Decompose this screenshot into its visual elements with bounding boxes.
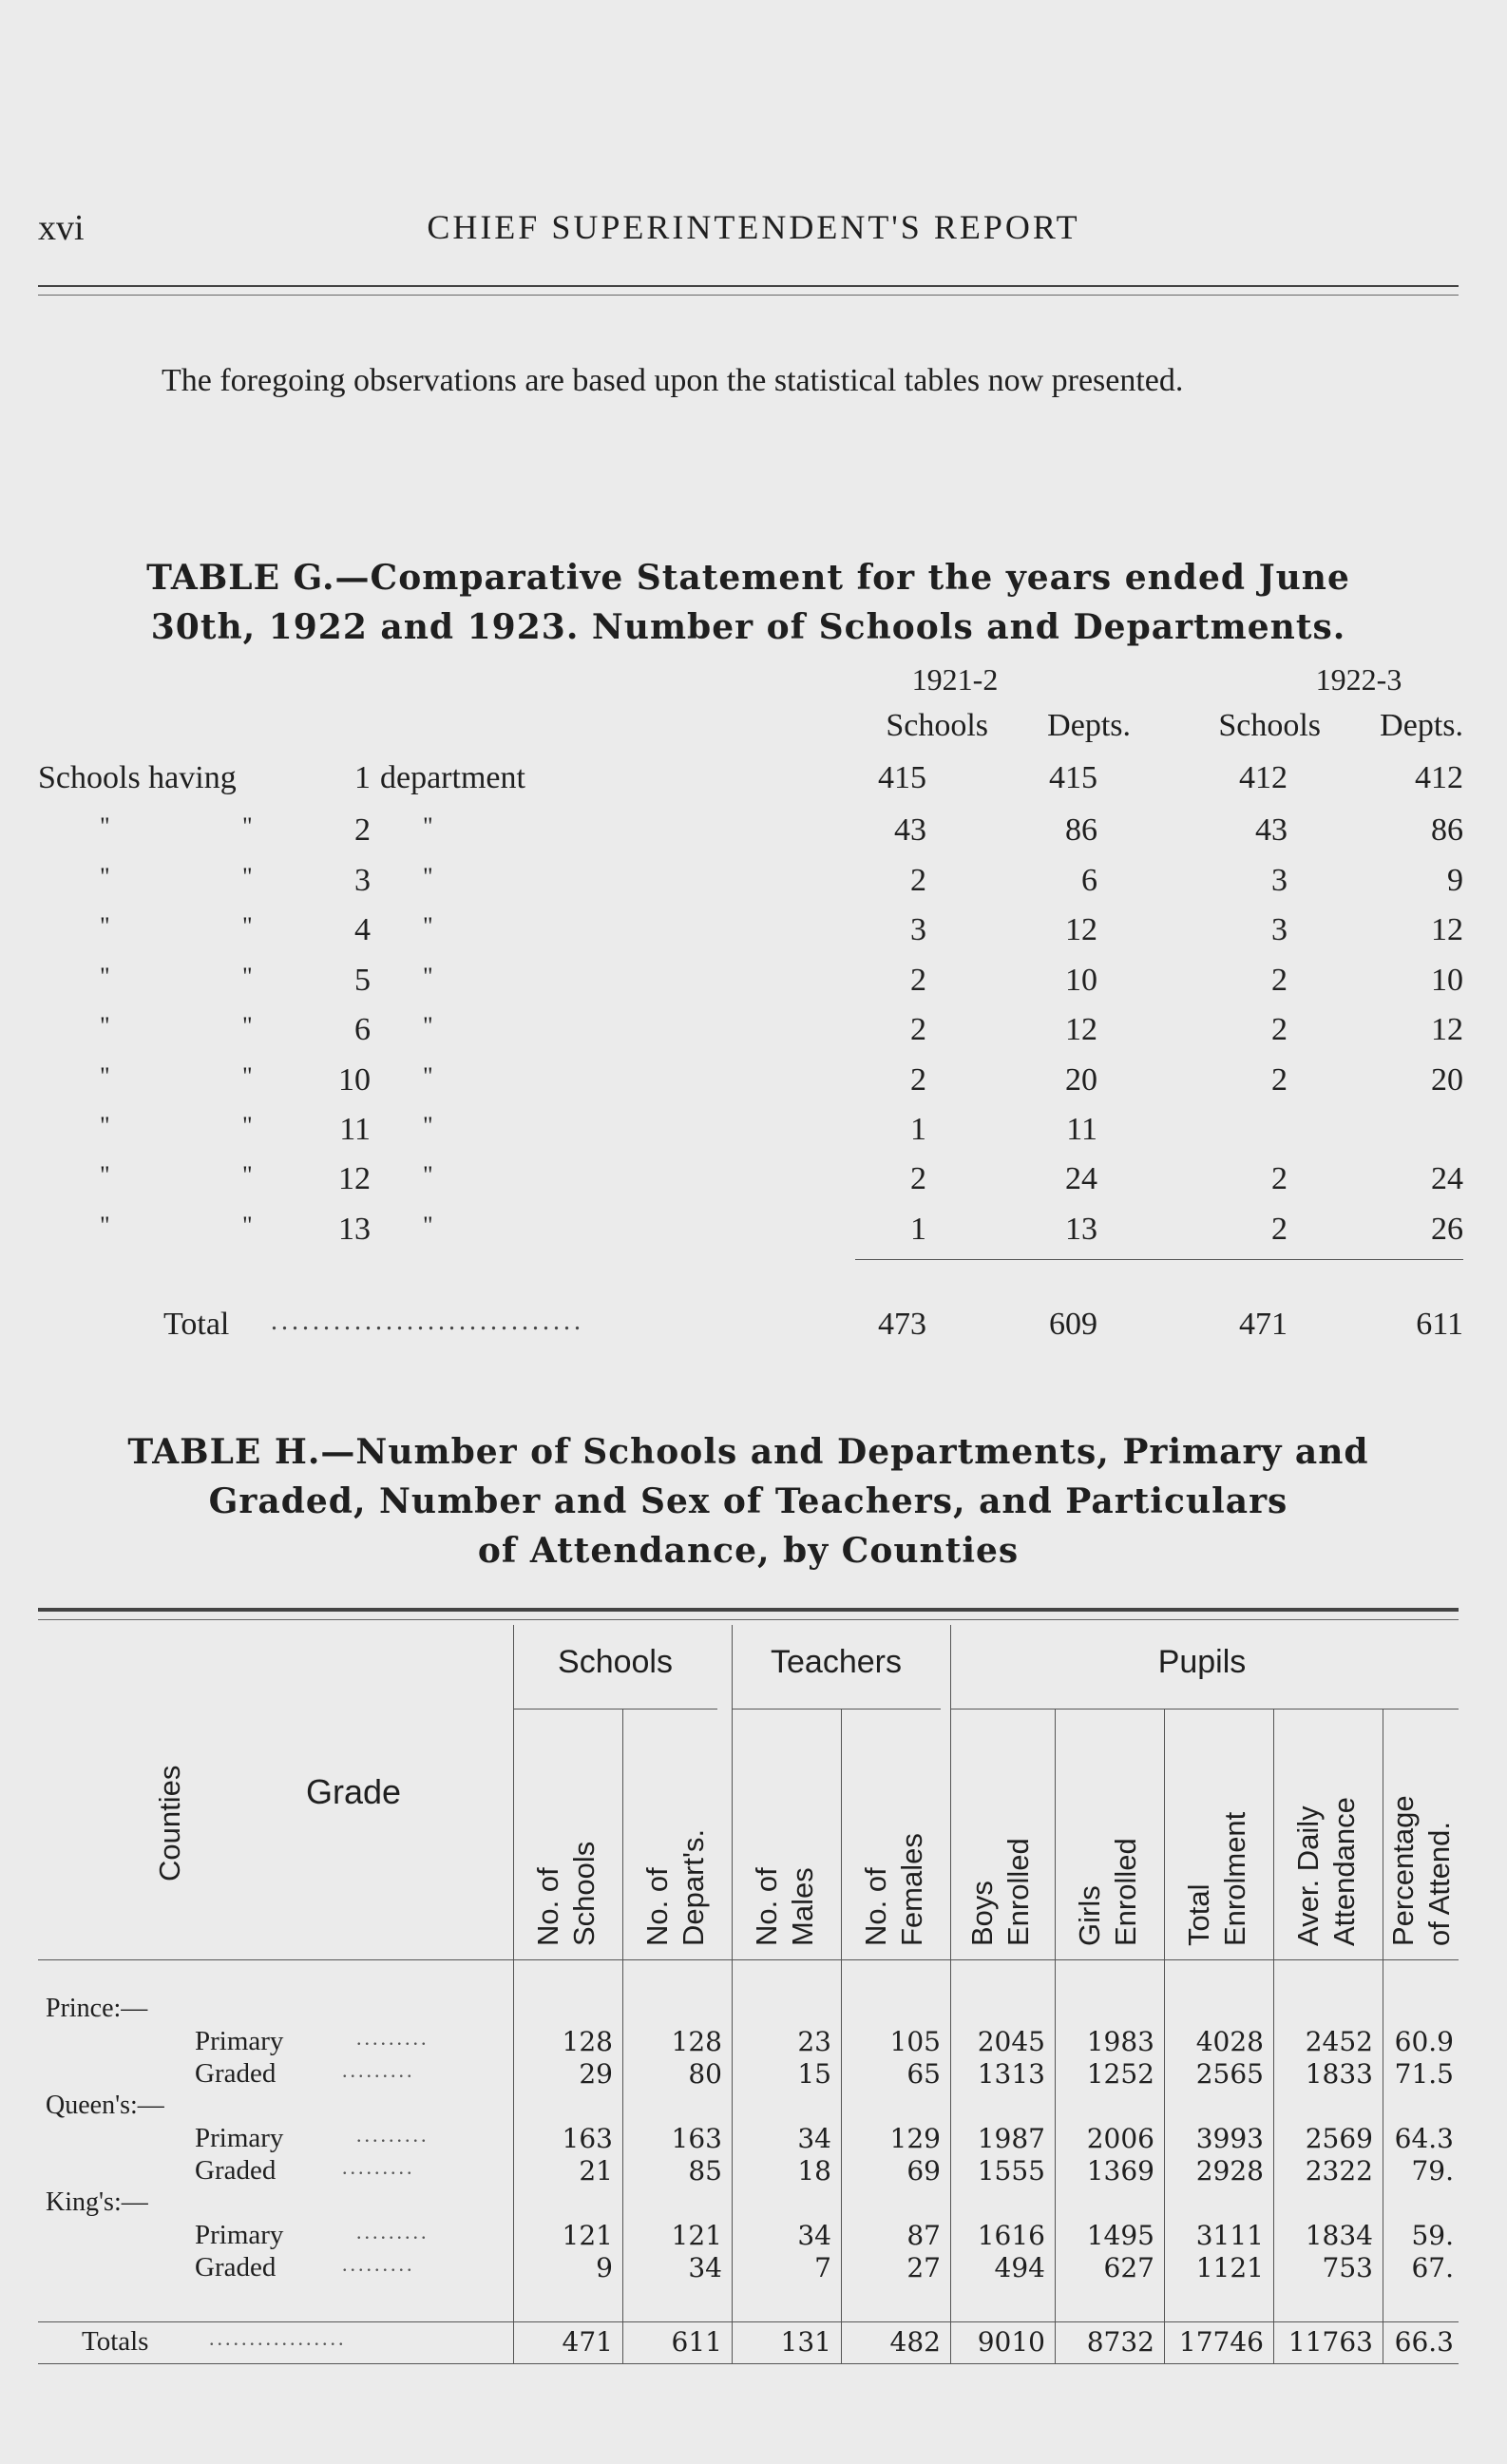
table-h-group-rule-teachers bbox=[732, 1709, 941, 1710]
ditto-mark: " bbox=[242, 1012, 253, 1040]
table-h-header-rule bbox=[38, 1959, 1459, 1960]
schools-1922: 2 bbox=[1271, 1012, 1288, 1047]
cell-value: 1983 bbox=[1086, 2026, 1154, 2057]
depts-1922: 86 bbox=[1431, 812, 1463, 848]
ditto-mark: " bbox=[423, 963, 433, 990]
depts-1922: 24 bbox=[1431, 1161, 1463, 1196]
cell-value: 753 bbox=[1322, 2252, 1373, 2283]
cell-value: 1987 bbox=[977, 2123, 1045, 2154]
cell-value: 67. bbox=[1411, 2252, 1454, 2283]
ditto-mark: " bbox=[242, 1062, 253, 1090]
table-h-title-line3: of Attendance, by Counties bbox=[477, 1531, 1020, 1571]
table-row bbox=[0, 2123, 1507, 2157]
column-header bbox=[1183, 1718, 1255, 1946]
table-row bbox=[0, 2155, 1507, 2189]
totals-value: 8732 bbox=[1086, 2326, 1154, 2358]
grade-label: Graded bbox=[195, 2058, 277, 2089]
table-h-title-line2: Graded, Number and Sex of Teachers, and Particulars bbox=[208, 1481, 1288, 1521]
schools-1921: 2 bbox=[910, 1062, 926, 1098]
cell-value: 1834 bbox=[1305, 2220, 1373, 2251]
cell-value: 2322 bbox=[1305, 2155, 1373, 2187]
ditto-mark: " bbox=[423, 1212, 433, 1239]
ditto-mark: " bbox=[100, 863, 110, 890]
depts-1921: 13 bbox=[1065, 1212, 1097, 1247]
cell-value: 21 bbox=[579, 2155, 613, 2187]
depts-1921: 12 bbox=[1065, 912, 1097, 947]
ditto-mark: " bbox=[423, 1112, 433, 1139]
depts-1921: 6 bbox=[1081, 863, 1097, 898]
column-header-line: Females bbox=[894, 1833, 928, 1946]
depts-1922: 9 bbox=[1447, 863, 1463, 898]
dept-count: 6 bbox=[354, 1012, 371, 1047]
table-h-totals-rule-bottom bbox=[38, 2363, 1459, 2364]
cell-value: 80 bbox=[688, 2058, 722, 2090]
column-header bbox=[1292, 1718, 1364, 1946]
depts-1921: 415 bbox=[1049, 760, 1097, 795]
table-g-title-line1: TABLE G.—Comparative Statement for the years ended June bbox=[146, 558, 1350, 598]
grade-label: Graded bbox=[195, 2155, 277, 2186]
column-header-line: Schools bbox=[566, 1841, 601, 1946]
table-g-col-depts-2: Depts. bbox=[1380, 708, 1463, 743]
schools-1921: 2 bbox=[910, 863, 926, 898]
cell-value: 627 bbox=[1103, 2252, 1154, 2283]
cell-value: 121 bbox=[671, 2220, 722, 2251]
table-h-totals-rule-top bbox=[38, 2321, 1459, 2322]
totals-label: Totals bbox=[82, 2326, 149, 2357]
column-header-line: Depart's. bbox=[676, 1828, 710, 1946]
dept-count: 13 bbox=[338, 1212, 371, 1247]
column-header-line: No. of bbox=[858, 1867, 892, 1946]
ditto-mark: " bbox=[423, 1161, 433, 1189]
totals-value: 17746 bbox=[1178, 2326, 1264, 2358]
depts-1921: 20 bbox=[1065, 1062, 1097, 1098]
totals-row bbox=[0, 2326, 1507, 2360]
column-header bbox=[966, 1718, 1039, 1946]
ditto-mark: " bbox=[423, 812, 433, 840]
column-header-line: Boys bbox=[965, 1881, 999, 1946]
totals-value: 611 bbox=[671, 2326, 722, 2358]
schools-1922: 3 bbox=[1271, 863, 1288, 898]
column-header-line: Enrolment bbox=[1217, 1811, 1251, 1946]
cell-value: 2565 bbox=[1195, 2058, 1264, 2090]
cell-value: 18 bbox=[797, 2155, 831, 2187]
cell-value: 1555 bbox=[977, 2155, 1045, 2187]
dept-count: 11 bbox=[339, 1112, 371, 1147]
column-header bbox=[1074, 1718, 1146, 1946]
dept-count: 2 bbox=[354, 812, 371, 848]
column-header bbox=[1387, 1718, 1459, 1946]
table-h-group-rule-schools bbox=[513, 1709, 717, 1710]
column-header bbox=[860, 1718, 932, 1946]
table-h-group-teachers: Teachers bbox=[771, 1644, 902, 1680]
totals-value: 11763 bbox=[1288, 2326, 1373, 2358]
leader-dots: ......... bbox=[342, 2252, 415, 2276]
schools-1921: 1 bbox=[910, 1112, 926, 1147]
cell-value: 65 bbox=[906, 2058, 941, 2090]
ditto-mark: " bbox=[423, 863, 433, 890]
column-header-line: Girls bbox=[1072, 1885, 1106, 1946]
ditto-mark: " bbox=[242, 863, 253, 890]
totals-value: 66.3 bbox=[1394, 2326, 1454, 2358]
depts-1922: 12 bbox=[1431, 1012, 1463, 1047]
table-h-title-line1: TABLE H.—Number of Schools and Departments, Primary and bbox=[127, 1432, 1369, 1472]
table-g-row bbox=[0, 912, 1507, 960]
depts-1921: 11 bbox=[1066, 1112, 1097, 1147]
table-g-col-schools-1: Schools bbox=[886, 708, 988, 743]
column-header bbox=[641, 1718, 714, 1946]
ditto-mark: " bbox=[100, 1212, 110, 1239]
depts-1922: 12 bbox=[1431, 912, 1463, 947]
dept-count: 12 bbox=[338, 1161, 371, 1196]
schools-1922: 2 bbox=[1271, 1212, 1288, 1247]
county-name: King's:— bbox=[46, 2187, 148, 2217]
leader-dots: ................. bbox=[209, 2326, 347, 2350]
column-header-line: No. of bbox=[530, 1867, 564, 1946]
column-header-line: of Attend. bbox=[1421, 1822, 1456, 1946]
column-header-line: No. of bbox=[749, 1867, 783, 1946]
column-header-line: Enrolled bbox=[1001, 1838, 1035, 1946]
county-row bbox=[0, 2091, 1507, 2125]
schools-1921: 415 bbox=[878, 760, 926, 795]
table-row bbox=[0, 2220, 1507, 2254]
column-header-line: Attendance bbox=[1326, 1797, 1361, 1946]
cell-value: 79. bbox=[1411, 2155, 1454, 2187]
county-row bbox=[0, 1994, 1507, 2028]
ditto-mark: " bbox=[100, 1161, 110, 1189]
cell-value: 27 bbox=[906, 2252, 941, 2283]
cell-value: 71.5 bbox=[1394, 2058, 1454, 2090]
ditto-mark: " bbox=[100, 1062, 110, 1090]
schools-1921: 1 bbox=[910, 1212, 926, 1247]
depts-1921: 86 bbox=[1065, 812, 1097, 848]
cell-value: 34 bbox=[688, 2252, 722, 2283]
schools-1921: 43 bbox=[894, 812, 926, 848]
dept-count: 4 bbox=[354, 912, 371, 947]
ditto-mark: " bbox=[242, 963, 253, 990]
schools-1922: 412 bbox=[1239, 760, 1288, 795]
cell-value: 64.3 bbox=[1394, 2123, 1454, 2154]
depts-1921: 12 bbox=[1065, 1012, 1097, 1047]
cell-value: 69 bbox=[906, 2155, 941, 2187]
column-header bbox=[751, 1718, 823, 1946]
cell-value: 2569 bbox=[1305, 2123, 1373, 2154]
table-h-group-pupils: Pupils bbox=[1157, 1644, 1247, 1680]
running-title: CHIEF SUPERINTENDENT'S REPORT bbox=[427, 208, 1080, 246]
cell-value: 2006 bbox=[1086, 2123, 1154, 2154]
cell-value: 1616 bbox=[977, 2220, 1045, 2251]
table-row bbox=[0, 2058, 1507, 2092]
schools-1921: 3 bbox=[910, 912, 926, 947]
depts-1921: 10 bbox=[1065, 963, 1097, 998]
header-rule-top bbox=[38, 285, 1459, 287]
cell-value: 2928 bbox=[1195, 2155, 1264, 2187]
table-g-row bbox=[0, 1161, 1507, 1209]
column-header-line: Total bbox=[1181, 1883, 1215, 1946]
table-g-row bbox=[0, 812, 1507, 860]
depts-1921: 24 bbox=[1065, 1161, 1097, 1196]
column-header-line: Enrolled bbox=[1108, 1838, 1142, 1946]
cell-value: 494 bbox=[994, 2252, 1045, 2283]
dept-count: 10 bbox=[338, 1062, 371, 1098]
table-h-col-grade: Grade bbox=[306, 1772, 402, 1811]
totals-value: 482 bbox=[889, 2326, 941, 2358]
table-h-rule-top2 bbox=[38, 1619, 1459, 1620]
table-g-sum-rule bbox=[855, 1259, 1463, 1260]
grade-label: Primary bbox=[195, 2026, 284, 2056]
cell-value: 85 bbox=[688, 2155, 722, 2187]
table-row bbox=[0, 2252, 1507, 2286]
ditto-mark: " bbox=[100, 963, 110, 990]
ditto-mark: " bbox=[242, 1212, 253, 1239]
cell-value: 1495 bbox=[1086, 2220, 1154, 2251]
dept-count: 1 bbox=[354, 760, 371, 795]
ditto-mark: " bbox=[423, 912, 433, 940]
ditto-mark: " bbox=[242, 812, 253, 840]
dept-count: 3 bbox=[354, 863, 371, 898]
dept-count: 5 bbox=[354, 963, 371, 998]
schools-1922: 3 bbox=[1271, 912, 1288, 947]
table-g-row bbox=[0, 1012, 1507, 1060]
depts-1922: 412 bbox=[1415, 760, 1463, 795]
totals-value: 9010 bbox=[977, 2326, 1045, 2358]
county-name: Queen's:— bbox=[46, 2091, 164, 2120]
table-g-row bbox=[0, 1212, 1507, 1259]
table-g-total-row bbox=[0, 1307, 1507, 1354]
table-g-year1: 1921-2 bbox=[911, 662, 999, 697]
depts-1922: 10 bbox=[1431, 963, 1463, 998]
table-g-total-leader: .............................. bbox=[271, 1307, 584, 1336]
schools-1922: 2 bbox=[1271, 1161, 1288, 1196]
cell-value: 1252 bbox=[1086, 2058, 1154, 2090]
grade-label: Primary bbox=[195, 2123, 284, 2153]
ditto-mark: " bbox=[100, 1112, 110, 1139]
cell-value: 3111 bbox=[1195, 2220, 1264, 2251]
cell-value: 23 bbox=[797, 2026, 831, 2057]
intro-paragraph: The foregoing observations are based upon the statistical tables now presented. bbox=[162, 363, 1184, 398]
schools-1921: 2 bbox=[910, 1161, 926, 1196]
cell-value: 163 bbox=[562, 2123, 613, 2154]
ditto-mark: " bbox=[100, 812, 110, 840]
depts-1922: 26 bbox=[1431, 1212, 1463, 1247]
cell-value: 2452 bbox=[1305, 2026, 1373, 2057]
table-g-row bbox=[0, 1062, 1507, 1110]
schools-1921: 2 bbox=[910, 963, 926, 998]
leader-dots: ......... bbox=[356, 2220, 429, 2244]
cell-value: 129 bbox=[889, 2123, 941, 2154]
cell-value: 163 bbox=[671, 2123, 722, 2154]
column-header-line: No. of bbox=[639, 1867, 674, 1946]
county-name: Prince:— bbox=[46, 1994, 148, 2023]
ditto-mark: " bbox=[423, 1012, 433, 1040]
grade-label: Primary bbox=[195, 2220, 284, 2250]
cell-value: 34 bbox=[797, 2220, 831, 2251]
header-rule-bottom bbox=[38, 295, 1459, 296]
cell-value: 1369 bbox=[1086, 2155, 1154, 2187]
cell-value: 1121 bbox=[1195, 2252, 1264, 2283]
county-row bbox=[0, 2187, 1507, 2222]
cell-value: 87 bbox=[906, 2220, 941, 2251]
ditto-mark: " bbox=[423, 1062, 433, 1090]
ditto-mark: " bbox=[242, 912, 253, 940]
table-g-row bbox=[0, 1112, 1507, 1159]
cell-value: 15 bbox=[797, 2058, 831, 2090]
table-g-row bbox=[0, 963, 1507, 1010]
table-g-row bbox=[0, 760, 1507, 808]
table-g-total-label: Total bbox=[163, 1307, 230, 1342]
schools-1922: 2 bbox=[1271, 963, 1288, 998]
cell-value: 128 bbox=[671, 2026, 722, 2057]
column-header-line: Males bbox=[785, 1867, 819, 1946]
ditto-mark: " bbox=[242, 1112, 253, 1139]
table-g-year2: 1922-3 bbox=[1315, 662, 1402, 697]
table-g-col-schools-2: Schools bbox=[1218, 708, 1321, 743]
table-g-first-label: Schools having bbox=[38, 760, 237, 795]
cell-value: 105 bbox=[889, 2026, 941, 2057]
column-header-line: Percentage bbox=[1385, 1795, 1420, 1946]
table-h-group-schools: Schools bbox=[558, 1644, 673, 1680]
cell-value: 59. bbox=[1411, 2220, 1454, 2251]
totals-value: 471 bbox=[562, 2326, 613, 2358]
ditto-mark: " bbox=[100, 912, 110, 940]
grade-label: Graded bbox=[195, 2252, 277, 2283]
ditto-mark: " bbox=[242, 1161, 253, 1189]
table-g-total-d1: 609 bbox=[1049, 1307, 1097, 1342]
table-g-col-depts-1: Depts. bbox=[1047, 708, 1131, 743]
cell-value: 2045 bbox=[977, 2026, 1045, 2057]
table-h-rule-top bbox=[38, 1608, 1459, 1612]
cell-value: 9 bbox=[596, 2252, 613, 2283]
cell-value: 121 bbox=[562, 2220, 613, 2251]
depts-1922: 20 bbox=[1431, 1062, 1463, 1098]
table-h-col-counties: Counties bbox=[153, 1765, 186, 1881]
cell-value: 60.9 bbox=[1394, 2026, 1454, 2057]
ditto-mark: " bbox=[100, 1012, 110, 1040]
cell-value: 3993 bbox=[1195, 2123, 1264, 2154]
table-row bbox=[0, 2026, 1507, 2060]
table-g-total-s2: 471 bbox=[1239, 1307, 1288, 1342]
table-g-title-line2: 30th, 1922 and 1923. Number of Schools and Departments. bbox=[150, 607, 1346, 647]
leader-dots: ......... bbox=[356, 2026, 429, 2050]
table-g-total-s1: 473 bbox=[878, 1307, 926, 1342]
cell-value: 34 bbox=[797, 2123, 831, 2154]
table-g-total-d2: 611 bbox=[1416, 1307, 1463, 1342]
schools-1921: 2 bbox=[910, 1012, 926, 1047]
table-g-dept-word: department bbox=[380, 760, 525, 795]
cell-value: 4028 bbox=[1195, 2026, 1264, 2057]
cell-value: 1833 bbox=[1305, 2058, 1373, 2090]
schools-1922: 2 bbox=[1271, 1062, 1288, 1098]
leader-dots: ......... bbox=[342, 2058, 415, 2082]
schools-1922: 43 bbox=[1255, 812, 1288, 848]
cell-value: 29 bbox=[579, 2058, 613, 2090]
column-header-line: Aver. Daily bbox=[1290, 1805, 1325, 1946]
table-g-row bbox=[0, 863, 1507, 910]
page-number: xvi bbox=[38, 208, 85, 248]
totals-value: 131 bbox=[780, 2326, 831, 2358]
cell-value: 1313 bbox=[977, 2058, 1045, 2090]
leader-dots: ......... bbox=[356, 2123, 429, 2147]
column-header bbox=[532, 1718, 604, 1946]
cell-value: 128 bbox=[562, 2026, 613, 2057]
leader-dots: ......... bbox=[342, 2155, 415, 2179]
cell-value: 7 bbox=[814, 2252, 831, 2283]
